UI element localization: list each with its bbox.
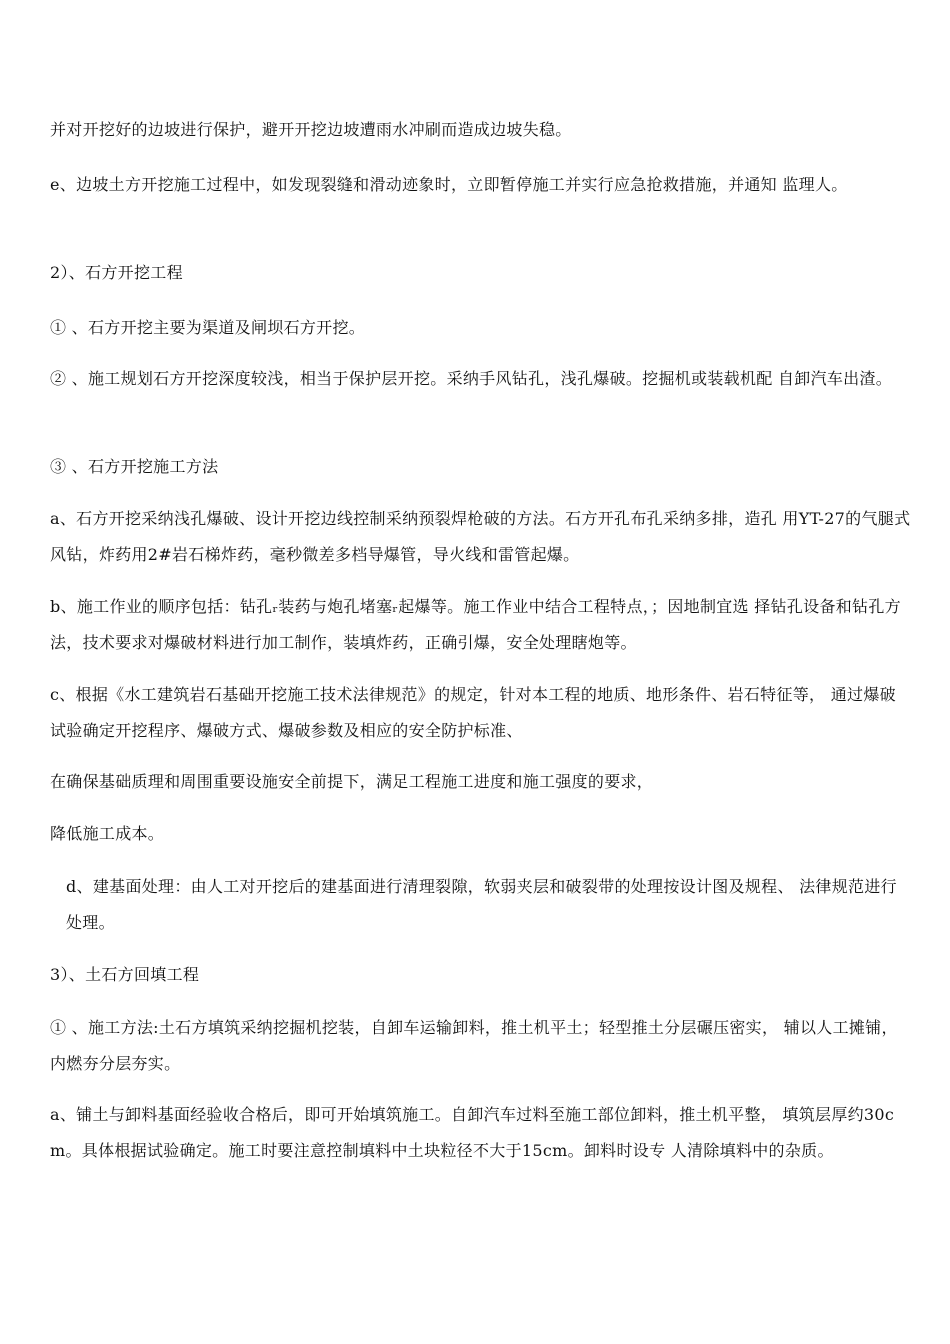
paragraph-a-filling: a、铺土与卸料基面经验收合格后，即可开始填筑施工。自卸汽车过料至施工部位卸料，推土机平整， 填筑层厚约30cm。具体根据试验确定。施工时要注意控制填料中土块粒径不大于15cm。卸料时设专 人清除填料中的杂质。 [50, 1105, 895, 1160]
paragraph-a-blasting: a、石方开挖采纳浅孔爆破、设计开挖边线控制采纳预裂焊枪破的方法。石方开孔布孔采纳多排，造孔 用YT-27的气腿式风钻，炸药用2#岩石梯炸药，毫秒微差多档导爆管，导火线和雷管起爆。 [50, 509, 911, 564]
paragraph-reduce-cost: 降低施工成本。 [50, 824, 165, 843]
paragraph-slope-protection: 并对开挖好的边坡进行保护，避开开挖边坡遭雨水冲刷而造成边坡失稳。 [50, 120, 572, 139]
paragraph-item-2: ② 、施工规划石方开挖深度较浅，相当于保护层开挖。采纳手风钻孔，浅孔爆破。挖掘机或装载机配 自卸汽车出渣。 [50, 369, 893, 388]
heading-backfill: 3）、土石方回填工程 [50, 965, 200, 984]
paragraph-c-regulation: c、根据《水工建筑岩石基础开挖施工技术法律规范》的规定，针对本工程的地质、地形条件、岩石特征等， 通过爆破试验确定开挖程序、爆破方式、爆破参数及相应的安全防护标准、 [50, 685, 896, 740]
paragraph-b-sequence: b、施工作业的顺序包括：钻孔ᵣ装药与炮孔堵塞ᵣ起爆等。施工作业中结合工程特点，；因地制宜选 择钻孔设备和钻孔方法，技术要求对爆破材料进行加工制作，装填炸药，正确引爆，安全处理瞎炮等。 [50, 597, 901, 652]
paragraph-e-slope-excavation: e、边坡土方开挖施工过程中，如发现裂缝和滑动迹象时，立即暂停施工并实行应急抢救措施，并通知 监理人。 [50, 175, 848, 194]
heading-stone-excavation: 2）、石方开挖工程 [50, 263, 183, 282]
paragraph-c-continued: 在确保基础质理和周围重要设施安全前提下，满足工程施工进度和施工强度的要求， [50, 772, 654, 791]
paragraph-d-foundation: d、建基面处理：由人工对开挖后的建基面进行清理裂隙，软弱夹层和破裂带的处理按设计图及规程、 法律规范进行处理。 [66, 877, 897, 932]
paragraph-item-1: ① 、石方开挖主要为渠道及闸坝石方开挖。 [50, 318, 366, 337]
paragraph-backfill-method: ① 、施工方法:土石方填筑采纳挖掘机挖装，自卸车运输卸料，推土机平土；轻型推土分层碾压密实， 辅以人工摊铺，内燃夯分层夯实。 [50, 1018, 898, 1073]
paragraph-item-3: ③ 、石方开挖施工方法 [50, 457, 219, 476]
